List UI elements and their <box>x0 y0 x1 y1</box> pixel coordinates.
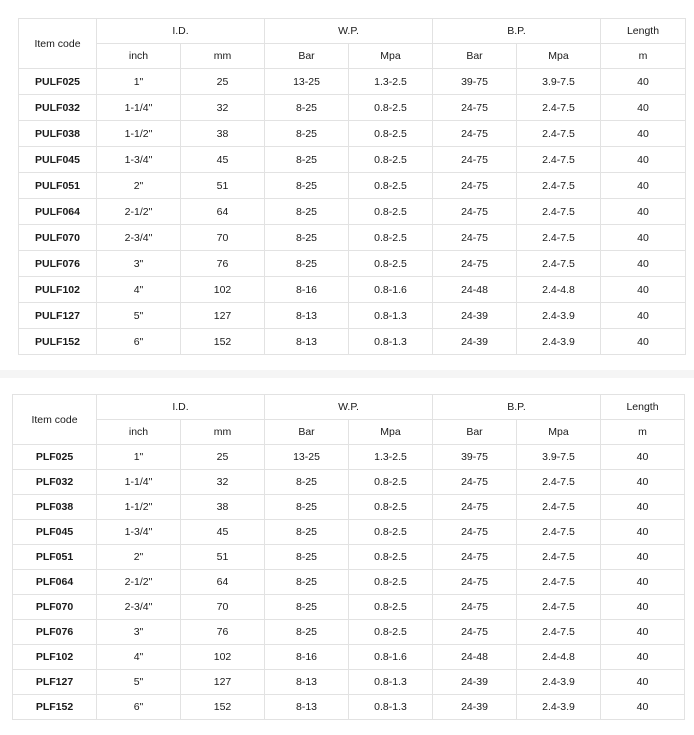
bp-bar-cell: 24-75 <box>433 173 517 199</box>
mm-cell: 64 <box>181 199 265 225</box>
table-row <box>13 470 685 495</box>
length-cell: 40 <box>601 251 686 277</box>
bp-bar-cell: 24-75 <box>433 199 517 225</box>
wp-mpa-unit-header: Mpa <box>349 420 433 445</box>
inch-cell: 1" <box>97 69 181 95</box>
inch-cell: 1-1/4" <box>97 470 181 495</box>
bp-mpa-cell: 2.4-7.5 <box>517 495 601 520</box>
wp-mpa-cell: 0.8-1.3 <box>349 695 433 720</box>
wp-bar-cell: 8-25 <box>265 173 349 199</box>
wp-bar-cell: 8-25 <box>265 495 349 520</box>
length-cell: 40 <box>601 595 685 620</box>
bp-bar-cell: 24-75 <box>433 595 517 620</box>
mm-cell: 51 <box>181 545 265 570</box>
inch-cell: 3" <box>97 251 181 277</box>
bp-mpa-cell: 2.4-7.5 <box>517 95 601 121</box>
item-code-cell: PULF127 <box>19 303 97 329</box>
bp-mpa-cell: 2.4-7.5 <box>517 173 601 199</box>
length-cell: 40 <box>601 277 686 303</box>
item-code-cell: PULF102 <box>19 277 97 303</box>
mm-cell: 38 <box>181 495 265 520</box>
bp-bar-unit-header: Bar <box>433 44 517 69</box>
wp-mpa-cell: 0.8-2.5 <box>349 570 433 595</box>
wp-mpa-cell: 0.8-2.5 <box>349 251 433 277</box>
inch-cell: 2-3/4" <box>97 595 181 620</box>
table-row <box>13 620 685 645</box>
bp-mpa-cell: 2.4-7.5 <box>517 520 601 545</box>
table-row <box>13 445 685 470</box>
mm-cell: 45 <box>181 520 265 545</box>
length-cell: 40 <box>601 303 686 329</box>
bp-header: B.P. <box>433 395 601 420</box>
item-code-cell: PULF152 <box>19 329 97 355</box>
inch-cell: 4" <box>97 277 181 303</box>
wp-mpa-cell: 0.8-1.6 <box>349 277 433 303</box>
wp-bar-cell: 8-25 <box>265 595 349 620</box>
wp-mpa-cell: 0.8-1.3 <box>349 670 433 695</box>
bp-mpa-cell: 2.4-3.9 <box>517 695 601 720</box>
bp-bar-cell: 24-75 <box>433 251 517 277</box>
item-code-cell: PULF045 <box>19 147 97 173</box>
wp-bar-cell: 8-25 <box>265 225 349 251</box>
wp-mpa-cell: 0.8-2.5 <box>349 545 433 570</box>
length-cell: 40 <box>601 445 685 470</box>
inch-cell: 1-1/4" <box>97 95 181 121</box>
length-cell: 40 <box>601 645 685 670</box>
table-row <box>13 670 685 695</box>
length-cell: 40 <box>601 199 686 225</box>
bp-mpa-cell: 2.4-7.5 <box>517 570 601 595</box>
wp-mpa-cell: 0.8-2.5 <box>349 470 433 495</box>
table-row <box>13 545 685 570</box>
table-row <box>19 147 686 173</box>
bp-mpa-cell: 2.4-7.5 <box>517 121 601 147</box>
bp-bar-cell: 24-48 <box>433 277 517 303</box>
item-code-cell: PULF064 <box>19 199 97 225</box>
inch-cell: 1-1/2" <box>97 121 181 147</box>
bp-bar-cell: 39-75 <box>433 445 517 470</box>
bp-bar-cell: 24-48 <box>433 645 517 670</box>
length-cell: 40 <box>601 520 685 545</box>
wp-mpa-cell: 0.8-2.5 <box>349 173 433 199</box>
bp-bar-cell: 24-39 <box>433 670 517 695</box>
table-row <box>19 329 686 355</box>
length-unit-header: m <box>601 44 686 69</box>
length-cell: 40 <box>601 695 685 720</box>
bp-mpa-cell: 2.4-7.5 <box>517 595 601 620</box>
bp-bar-cell: 24-75 <box>433 147 517 173</box>
item-code-cell: PLF051 <box>13 545 97 570</box>
inch-cell: 2" <box>97 545 181 570</box>
inch-cell: 2-1/2" <box>97 570 181 595</box>
wp-mpa-cell: 0.8-2.5 <box>349 121 433 147</box>
table-row <box>13 520 685 545</box>
wp-bar-cell: 8-25 <box>265 147 349 173</box>
pulf-spec-table <box>18 18 686 355</box>
mm-cell: 70 <box>181 225 265 251</box>
wp-bar-cell: 8-25 <box>265 95 349 121</box>
length-cell: 40 <box>601 620 685 645</box>
bp-bar-cell: 24-39 <box>433 695 517 720</box>
mm-cell: 51 <box>181 173 265 199</box>
mm-cell: 32 <box>181 95 265 121</box>
wp-mpa-cell: 0.8-1.6 <box>349 645 433 670</box>
wp-bar-cell: 13-25 <box>265 69 349 95</box>
length-cell: 40 <box>601 95 686 121</box>
table-row <box>13 645 685 670</box>
wp-mpa-cell: 1.3-2.5 <box>349 445 433 470</box>
inch-cell: 3" <box>97 620 181 645</box>
bp-mpa-cell: 2.4-7.5 <box>517 470 601 495</box>
table-row <box>19 95 686 121</box>
length-cell: 40 <box>601 225 686 251</box>
wp-bar-cell: 8-25 <box>265 620 349 645</box>
header-row-groups <box>13 395 685 420</box>
length-header: Length <box>601 395 685 420</box>
mm-cell: 76 <box>181 251 265 277</box>
table-row <box>13 570 685 595</box>
item-code-cell: PULF032 <box>19 95 97 121</box>
bp-bar-cell: 24-75 <box>433 570 517 595</box>
table-row <box>19 277 686 303</box>
bp-mpa-cell: 3.9-7.5 <box>517 69 601 95</box>
length-header: Length <box>601 19 686 44</box>
item-code-cell: PULF076 <box>19 251 97 277</box>
bp-mpa-cell: 2.4-7.5 <box>517 225 601 251</box>
mm-cell: 38 <box>181 121 265 147</box>
inch-cell: 1-3/4" <box>97 520 181 545</box>
mm-unit-header: mm <box>181 420 265 445</box>
mm-cell: 45 <box>181 147 265 173</box>
inch-cell: 2-3/4" <box>97 225 181 251</box>
bp-mpa-cell: 2.4-7.5 <box>517 199 601 225</box>
id-header: I.D. <box>97 395 265 420</box>
item-code-cell: PLF064 <box>13 570 97 595</box>
wp-mpa-cell: 0.8-2.5 <box>349 225 433 251</box>
mm-cell: 102 <box>181 277 265 303</box>
wp-mpa-cell: 0.8-2.5 <box>349 95 433 121</box>
inch-unit-header: inch <box>97 44 181 69</box>
bp-bar-unit-header: Bar <box>433 420 517 445</box>
item-code-header: Item code <box>13 395 97 445</box>
mm-cell: 64 <box>181 570 265 595</box>
inch-cell: 1-3/4" <box>97 147 181 173</box>
bp-mpa-cell: 2.4-4.8 <box>517 645 601 670</box>
wp-bar-unit-header: Bar <box>265 420 349 445</box>
item-code-cell: PLF025 <box>13 445 97 470</box>
wp-mpa-cell: 0.8-2.5 <box>349 199 433 225</box>
header-row-units <box>19 44 686 69</box>
table-row <box>19 69 686 95</box>
bp-header: B.P. <box>433 19 601 44</box>
table-row <box>13 695 685 720</box>
wp-bar-cell: 8-13 <box>265 670 349 695</box>
inch-cell: 1" <box>97 445 181 470</box>
table-row <box>19 225 686 251</box>
item-code-header: Item code <box>19 19 97 69</box>
inch-unit-header: inch <box>97 420 181 445</box>
bp-bar-cell: 24-75 <box>433 495 517 520</box>
mm-cell: 127 <box>181 670 265 695</box>
bp-bar-cell: 24-75 <box>433 545 517 570</box>
mm-cell: 25 <box>181 445 265 470</box>
length-cell: 40 <box>601 121 686 147</box>
wp-bar-unit-header: Bar <box>265 44 349 69</box>
bp-mpa-cell: 2.4-3.9 <box>517 670 601 695</box>
item-code-cell: PULF038 <box>19 121 97 147</box>
length-cell: 40 <box>601 570 685 595</box>
wp-bar-cell: 8-13 <box>265 303 349 329</box>
header-row-units <box>13 420 685 445</box>
item-code-cell: PULF025 <box>19 69 97 95</box>
table-row <box>19 303 686 329</box>
length-cell: 40 <box>601 69 686 95</box>
bp-bar-cell: 24-75 <box>433 620 517 645</box>
item-code-cell: PLF070 <box>13 595 97 620</box>
mm-cell: 152 <box>181 329 265 355</box>
wp-mpa-cell: 0.8-1.3 <box>349 303 433 329</box>
table-row <box>19 173 686 199</box>
wp-mpa-cell: 0.8-1.3 <box>349 329 433 355</box>
wp-bar-cell: 8-25 <box>265 545 349 570</box>
item-code-cell: PLF045 <box>13 520 97 545</box>
bp-bar-cell: 24-39 <box>433 329 517 355</box>
wp-bar-cell: 8-25 <box>265 251 349 277</box>
length-cell: 40 <box>601 670 685 695</box>
table-row <box>19 199 686 225</box>
table-row <box>19 121 686 147</box>
mm-cell: 25 <box>181 69 265 95</box>
table-row <box>19 251 686 277</box>
bp-mpa-unit-header: Mpa <box>517 420 601 445</box>
bp-bar-cell: 24-75 <box>433 520 517 545</box>
bp-mpa-cell: 2.4-7.5 <box>517 620 601 645</box>
wp-bar-cell: 8-25 <box>265 520 349 545</box>
bp-mpa-cell: 2.4-4.8 <box>517 277 601 303</box>
wp-bar-cell: 8-13 <box>265 695 349 720</box>
mm-cell: 70 <box>181 595 265 620</box>
bp-mpa-cell: 3.9-7.5 <box>517 445 601 470</box>
wp-mpa-cell: 0.8-2.5 <box>349 520 433 545</box>
mm-cell: 76 <box>181 620 265 645</box>
bp-mpa-cell: 2.4-3.9 <box>517 329 601 355</box>
bp-bar-cell: 39-75 <box>433 69 517 95</box>
length-cell: 40 <box>601 173 686 199</box>
inch-cell: 5" <box>97 303 181 329</box>
mm-unit-header: mm <box>181 44 265 69</box>
wp-bar-cell: 13-25 <box>265 445 349 470</box>
wp-mpa-cell: 0.8-2.5 <box>349 495 433 520</box>
item-code-cell: PLF102 <box>13 645 97 670</box>
length-cell: 40 <box>601 470 685 495</box>
wp-bar-cell: 8-16 <box>265 277 349 303</box>
inch-cell: 6" <box>97 695 181 720</box>
inch-cell: 2-1/2" <box>97 199 181 225</box>
wp-mpa-unit-header: Mpa <box>349 44 433 69</box>
bp-bar-cell: 24-75 <box>433 95 517 121</box>
inch-cell: 4" <box>97 645 181 670</box>
length-cell: 40 <box>601 545 685 570</box>
bp-mpa-unit-header: Mpa <box>517 44 601 69</box>
item-code-cell: PLF076 <box>13 620 97 645</box>
wp-mpa-cell: 0.8-2.5 <box>349 147 433 173</box>
wp-mpa-cell: 1.3-2.5 <box>349 69 433 95</box>
item-code-cell: PLF032 <box>13 470 97 495</box>
bp-mpa-cell: 2.4-7.5 <box>517 147 601 173</box>
inch-cell: 2" <box>97 173 181 199</box>
mm-cell: 127 <box>181 303 265 329</box>
bp-bar-cell: 24-39 <box>433 303 517 329</box>
mm-cell: 32 <box>181 470 265 495</box>
length-cell: 40 <box>601 329 686 355</box>
length-cell: 40 <box>601 495 685 520</box>
item-code-cell: PULF070 <box>19 225 97 251</box>
item-code-cell: PLF152 <box>13 695 97 720</box>
wp-mpa-cell: 0.8-2.5 <box>349 620 433 645</box>
length-unit-header: m <box>601 420 685 445</box>
table-row <box>13 595 685 620</box>
bp-mpa-cell: 2.4-7.5 <box>517 251 601 277</box>
section-divider <box>0 370 694 378</box>
inch-cell: 5" <box>97 670 181 695</box>
bp-mpa-cell: 2.4-3.9 <box>517 303 601 329</box>
inch-cell: 1-1/2" <box>97 495 181 520</box>
item-code-cell: PLF127 <box>13 670 97 695</box>
header-row-groups <box>19 19 686 44</box>
bp-bar-cell: 24-75 <box>433 470 517 495</box>
wp-bar-cell: 8-25 <box>265 199 349 225</box>
mm-cell: 152 <box>181 695 265 720</box>
wp-header: W.P. <box>265 395 433 420</box>
item-code-cell: PLF038 <box>13 495 97 520</box>
plf-spec-table <box>12 394 685 720</box>
item-code-cell: PULF051 <box>19 173 97 199</box>
inch-cell: 6" <box>97 329 181 355</box>
bp-bar-cell: 24-75 <box>433 121 517 147</box>
length-cell: 40 <box>601 147 686 173</box>
wp-bar-cell: 8-25 <box>265 570 349 595</box>
wp-mpa-cell: 0.8-2.5 <box>349 595 433 620</box>
id-header: I.D. <box>97 19 265 44</box>
wp-bar-cell: 8-25 <box>265 470 349 495</box>
wp-header: W.P. <box>265 19 433 44</box>
bp-bar-cell: 24-75 <box>433 225 517 251</box>
bp-mpa-cell: 2.4-7.5 <box>517 545 601 570</box>
table-row <box>13 495 685 520</box>
wp-bar-cell: 8-25 <box>265 121 349 147</box>
mm-cell: 102 <box>181 645 265 670</box>
wp-bar-cell: 8-13 <box>265 329 349 355</box>
wp-bar-cell: 8-16 <box>265 645 349 670</box>
